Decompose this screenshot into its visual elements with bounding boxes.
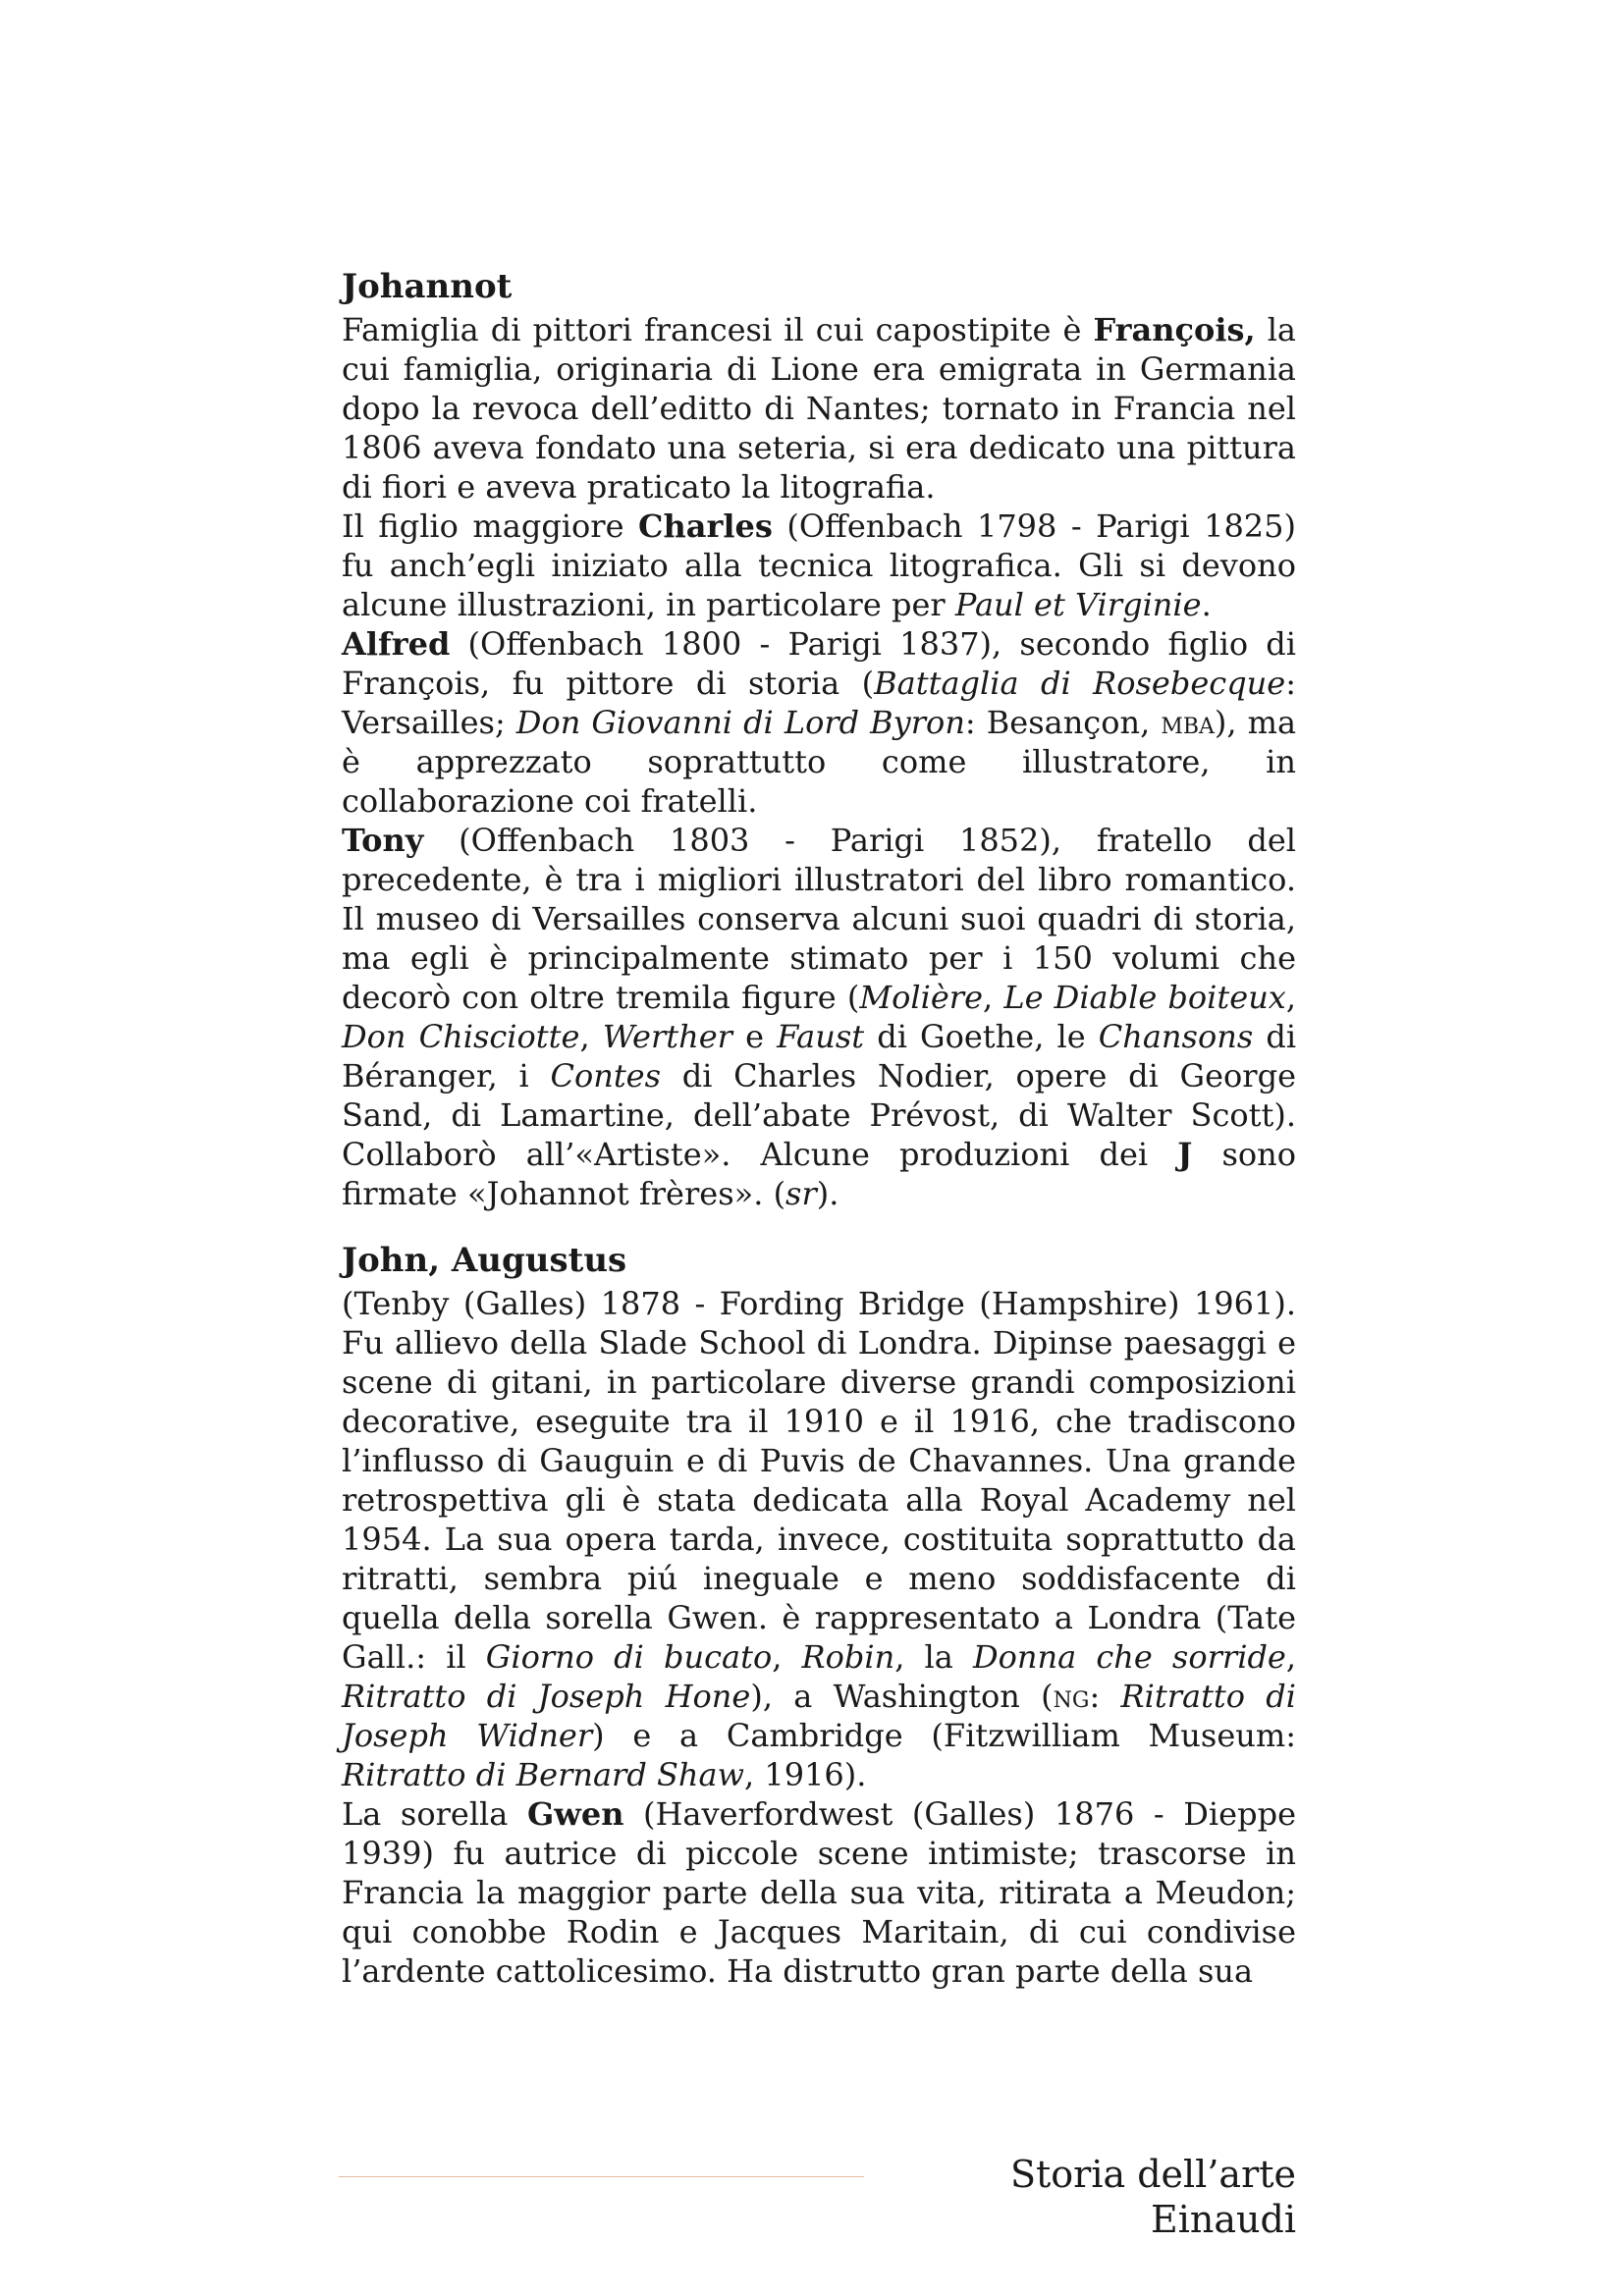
entry-paragraph [342,507,1296,624]
italic-text: Donna che sorride [972,1638,1286,1676]
entry-heading: John, Augustus [342,1241,627,1280]
entry-john-augustus [342,1241,1296,1991]
text-run: ), a Washington ( [750,1678,1054,1715]
small-caps-text: ng [1053,1678,1090,1715]
italic-text: Ritratto di Joseph Widner [342,1678,1297,1754]
bold-text: Gwen [526,1795,624,1833]
text-run: (Tenby (Galles) 1878 - Fording Bridge (Hampshire) 1961). Fu allievo della Slade School di Londra. Dipinse paesaggi e scene di gitani, in particolare diverse grandi composizioni decorative, eseguite tra il 1910 e il 1916, che tradiscono l’influsso di Gauguin e di Puvis de Chavannes. Una grande retrospettiva gli è stata dedicata alla Royal Academy nel 1954. La sua opera tarda, invece, costituita soprattutto da ritratti, sembra piú ineguale e meno soddisfacente di quella della sorella Gwen. è rappresentato a Londra (Tate Gall.: il [342,1285,1296,1676]
bold-text: Charles [638,507,773,545]
text-run: , [1285,979,1297,1016]
text-run: , [579,1018,603,1055]
text-run: ). [816,1175,839,1212]
bold-text: François, [1093,311,1256,348]
entry-heading: Johannot [342,267,513,306]
footer-divider [339,2176,864,2177]
italic-text: Battaglia di Rosebecque [874,665,1286,702]
text-run: di Goethe, le [864,1018,1099,1055]
small-caps-text: mba [1161,704,1215,741]
text-run: ) e a Cambridge (Fitzwilliam Museum: [592,1717,1297,1754]
text-run: , [983,979,1004,1016]
text-run: Famiglia di pittori francesi il cui capostipite è [342,311,1094,348]
bold-text: Tony [342,822,424,859]
text-run: la cui famiglia, originaria di Lione era emigrata in Germania dopo la revoca dell’editto di Nantes; tornato in Francia nel 1806 aveva fondato una seteria, si era dedicato una pittura di fiori e aveva praticato la litografia. [342,311,1296,506]
italic-text: Don Chisciotte [342,1018,580,1055]
text-run: sono firmate «Johannot frères». ( [342,1136,1297,1212]
italic-text: Contes [550,1057,662,1095]
italic-text: Chansons [1098,1018,1254,1055]
text-run: Il figlio maggiore [342,507,639,545]
text-run: , la [894,1638,973,1676]
text-run: , [1285,1638,1297,1676]
entry-paragraph [342,1794,1296,1991]
italic-text: Don Giovanni di Lord Byron [515,704,965,741]
bold-text: J [1177,1136,1193,1173]
text-run: (Offenbach 1800 - Parigi 1837), secondo figlio di François, fu pittore di storia ( [342,625,1296,702]
italic-text: Paul et Virginie [954,586,1202,623]
text-run: La sorella [342,1795,527,1833]
text-run: di Béranger, i [342,1018,1297,1095]
italic-text: Giorno di bucato [485,1638,773,1676]
text-run: , [772,1638,802,1676]
text-run: : [1089,1678,1121,1715]
entry-johannot [342,267,1296,1213]
text-run: . [1201,586,1212,623]
text-run: ), ma è apprezzato soprattutto come illustratore, in collaborazione coi fratelli. [342,704,1297,820]
bold-text: Alfred [342,625,451,663]
italic-text: Ritratto di Joseph Hone [342,1678,751,1715]
italic-text: Faust [777,1018,865,1055]
italic-text: Ritratto di Bernard Shaw [342,1756,744,1793]
italic-text: Robin [801,1638,895,1676]
text-column [342,267,1296,1991]
italic-text: Molière [859,979,984,1016]
text-run: e [731,1018,778,1055]
italic-text: Werther [602,1018,732,1055]
entry-paragraph [342,624,1296,821]
entry-paragraph [342,310,1296,507]
entry-paragraph [342,1284,1296,1794]
text-run: di Charles Nodier, opere di George Sand, di Lamartine, dell’abate Prévost, di Walter Scott). Collaborò all’«Artiste». Alcune produzioni dei [342,1057,1297,1173]
text-run: (Offenbach 1803 - Parigi 1852), fratello del precedente, è tra i migliori illustratori del libro romantico. Il museo di Versailles conserva alcuni suoi quadri di storia, ma egli è principalmente stimato per i 150 volumi che decorò con oltre tremila figure ( [342,822,1296,1016]
italic-text: Le Diable boiteux [1003,979,1286,1016]
entry-paragraph [342,821,1296,1213]
text-run: (Offenbach 1798 - Parigi 1825) fu anch’egli iniziato alla tecnica litografica. Gli si devono alcune illustrazioni, in particolare per [342,507,1297,623]
text-run: : Besançon, [964,704,1162,741]
text-run: , 1916). [744,1756,867,1793]
text-run: : Versailles; [342,665,1297,741]
italic-text: sr [785,1175,817,1212]
footer-title: Storia dell’arte Einaudi [1009,2153,1296,2241]
text-run: (Haverfordwest (Galles) 1876 - Dieppe 1939) fu autrice di piccole scene intimiste; trascorse in Francia la maggior parte della sua vita, ritirata a Meudon; qui conobbe Rodin e Jacques Maritain, di cui condivise l’ardente cattolicesimo. Ha distrutto gran parte della sua [342,1795,1297,1990]
